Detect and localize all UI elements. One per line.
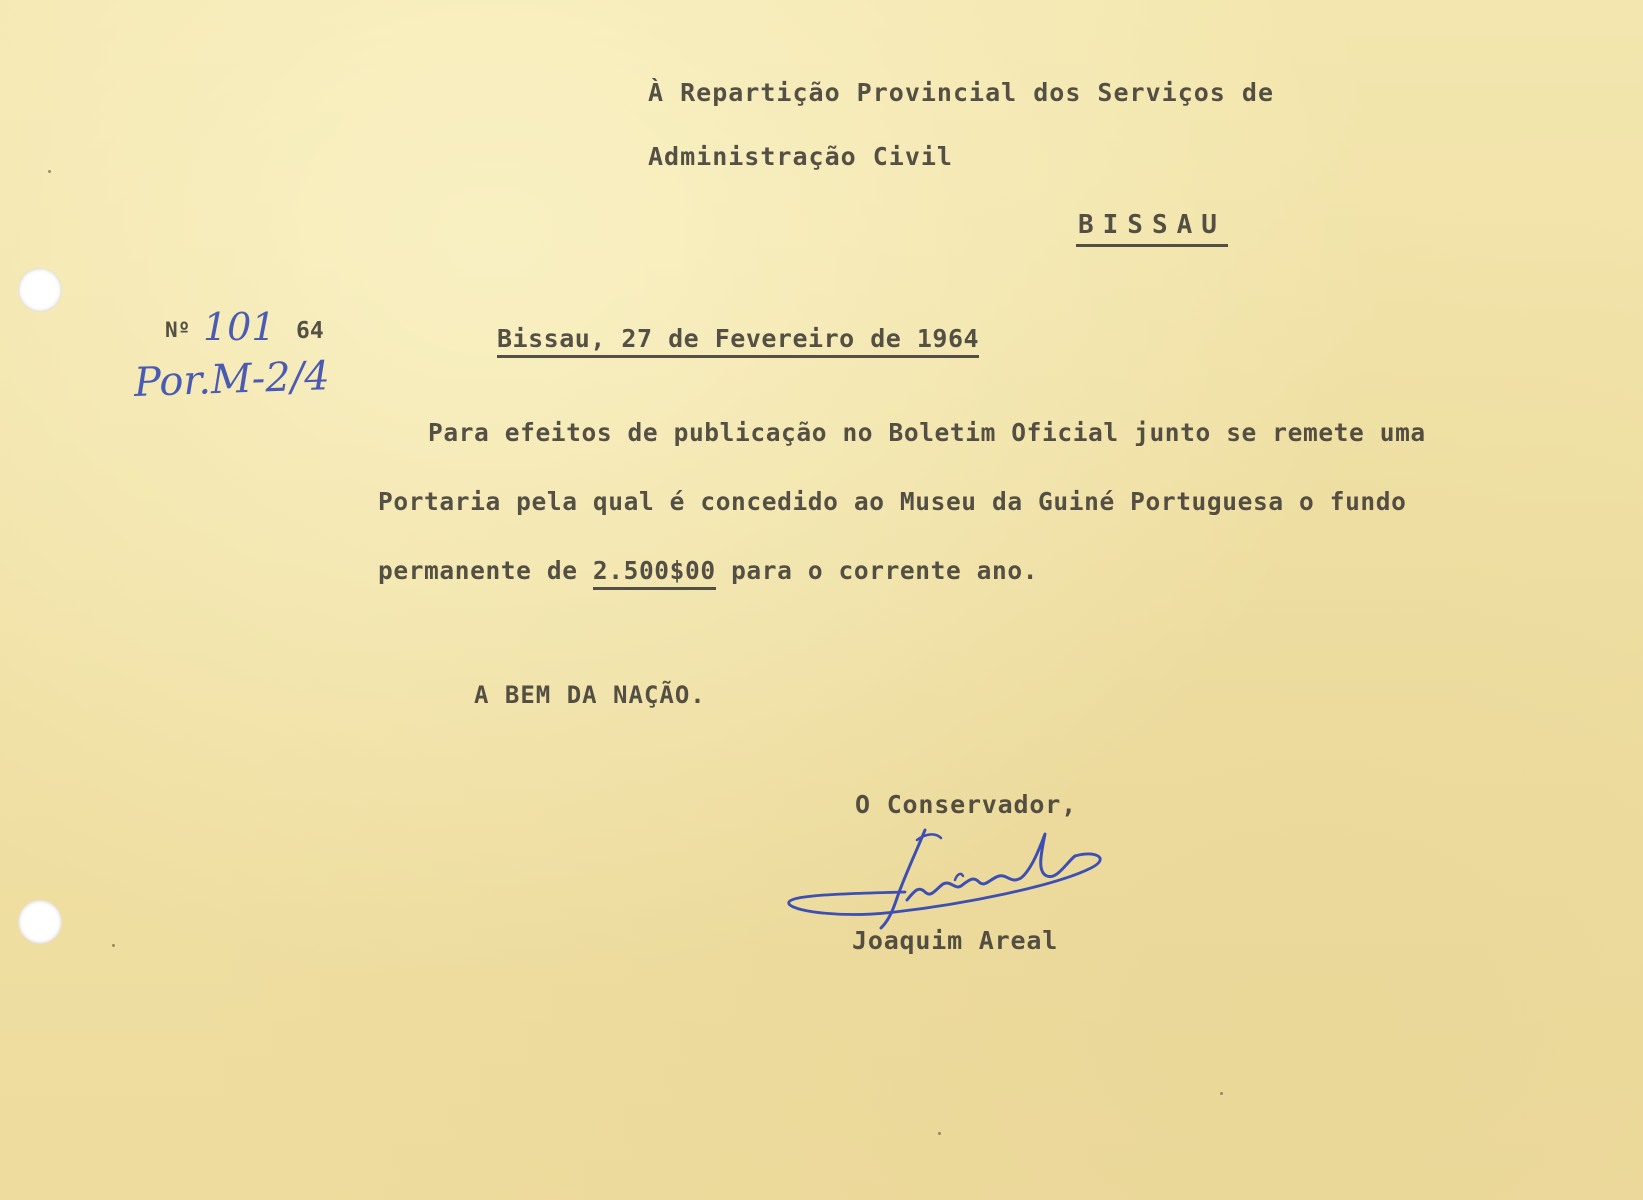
paper-speck [48, 170, 51, 173]
body-line-3-end: para o corrente ano. [715, 556, 1039, 585]
recipient-line-2: Administração Civil [648, 142, 953, 171]
body-line-3 [378, 556, 1038, 585]
paper-speck [112, 944, 115, 947]
fund-amount: 2.500$00 [593, 556, 716, 590]
recipient-line-1: À Repartição Provincial dos Serviços de [648, 78, 1274, 107]
closing-salutation: A BEM DA NAÇÃO. [474, 681, 706, 709]
reference-year: 64 [296, 318, 324, 344]
body-line-1: Para efeitos de publicação no Boletim Oficial junto se remete uma [428, 418, 1426, 447]
date-line: Bissau, 27 de Fevereiro de 1964 [497, 324, 979, 358]
paper-speck [1220, 1092, 1223, 1095]
body-line-3-start: permanente de [378, 556, 593, 585]
body-line-2: Portaria pela qual é concedido ao Museu da Guiné Portuguesa o fundo [378, 487, 1407, 516]
punch-hole-bottom [18, 900, 62, 944]
recipient-city: BISSAU [1076, 210, 1228, 247]
punch-hole-top [18, 268, 62, 312]
reference-code-handwritten: Por.M-2/4 [133, 353, 331, 406]
reference-number-handwritten: 101 [203, 305, 276, 349]
signatory-role: O Conservador, [855, 790, 1077, 819]
paper-speck [938, 1132, 941, 1135]
reference-prefix: Nº [165, 318, 191, 342]
signatory-name: Joaquim Areal [852, 926, 1059, 955]
